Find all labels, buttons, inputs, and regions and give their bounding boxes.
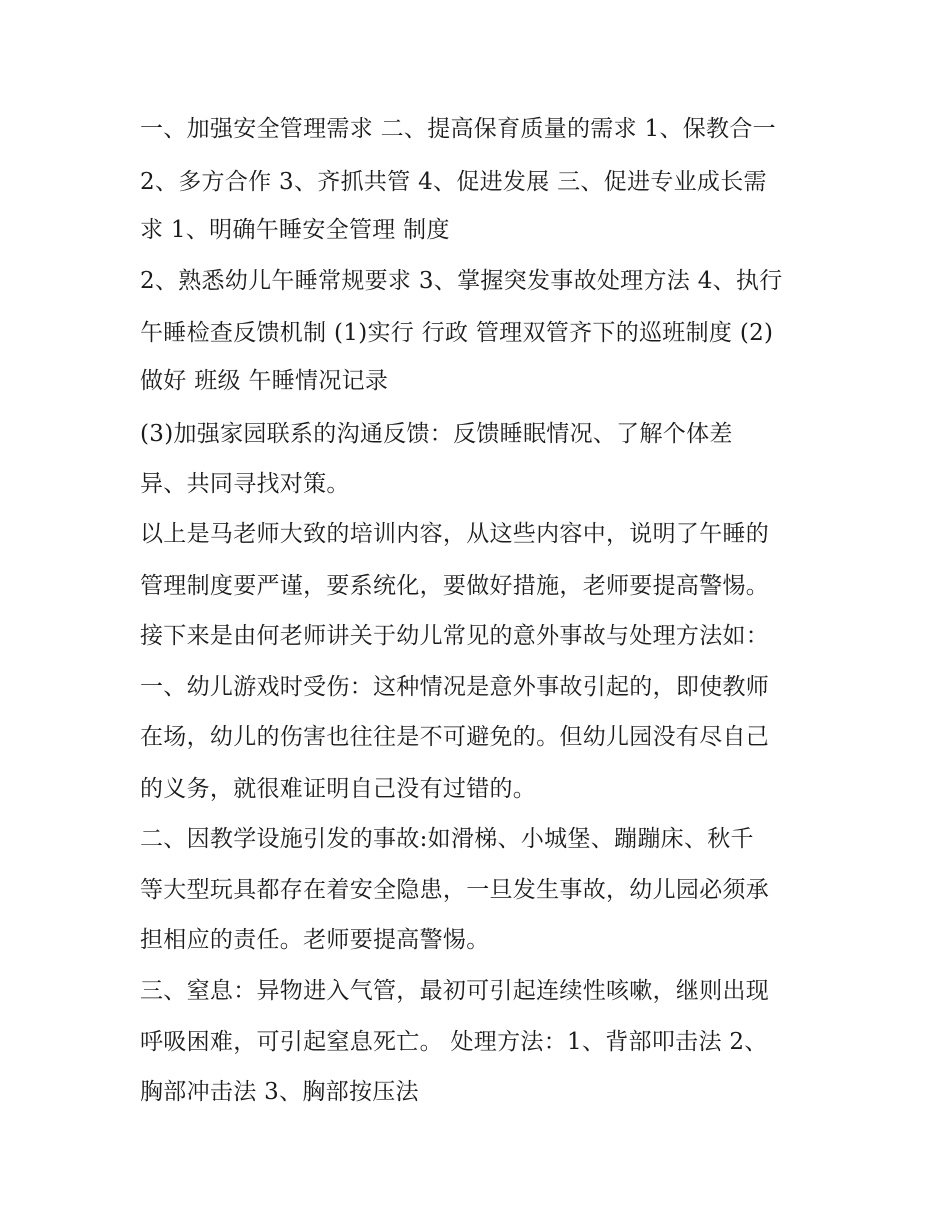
text-line: (3)加强家园联系的沟通反馈：反馈睡眠情况、了解个体差 (140, 421, 733, 447)
text-line: 一、加强安全管理需求 二、提高保育质量的需求 1、保教合一 (140, 116, 776, 142)
text-line: 2、多方合作 3、齐抓共管 4、促进发展 三、促进专业成长需 (140, 169, 767, 195)
text-line: 三、窒息：异物进入气管，最初可引起连续性咳嗽，继则出现 (140, 978, 770, 1004)
text-line: 午睡检查反馈机制 (1)实行 行政 管理双管齐下的巡班制度 (2) (140, 320, 774, 346)
text-line: 等大型玩具都存在着安全隐患，一旦发生事故，幼儿园必须承 (140, 877, 770, 903)
text-line: 二、因教学设施引发的事故:如滑梯、小城堡、蹦蹦床、秋千 (140, 826, 754, 852)
text-line: 的义务，就很难证明自己没有过错的。 (140, 776, 537, 802)
text-line: 2、熟悉幼儿午睡常规要求 3、掌握突发事故处理方法 4、执行 (140, 268, 783, 294)
text-line: 一、幼儿游戏时受伤：这种情况是意外事故引起的，即使教师 (140, 674, 770, 700)
text-line: 管理制度要严谨，要系统化，要做好措施，老师要提高警惕。 (140, 573, 770, 599)
text-line: 以上是马老师大致的培训内容，从这些内容中，说明了午睡的 (140, 521, 770, 547)
text-line: 异、共同寻找对策。 (140, 471, 350, 497)
text-line: 呼吸困难，可引起窒息死亡。 处理方法：1、背部叩击法 2、 (140, 1029, 768, 1055)
text-line: 担相应的责任。老师要提高警惕。 (140, 927, 490, 953)
text-line: 胸部冲击法 3、胸部按压法 (140, 1079, 419, 1105)
text-line: 做好 班级 午睡情况记录 (140, 368, 389, 394)
text-line: 在场，幼儿的伤害也往往是不可避免的。但幼儿园没有尽自己 (140, 724, 770, 750)
text-line: 求 1、明确午睡安全管理 制度 (140, 217, 450, 243)
text-line: 接下来是由何老师讲关于幼儿常见的意外事故与处理方法如： (140, 623, 770, 649)
